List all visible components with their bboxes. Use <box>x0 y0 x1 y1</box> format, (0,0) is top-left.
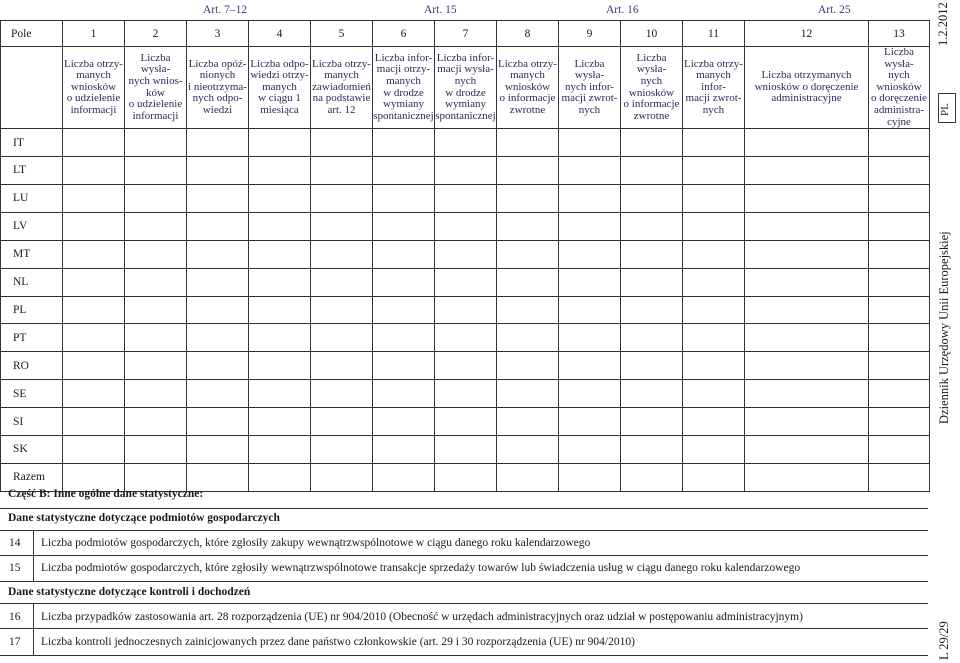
data-cell <box>869 463 930 491</box>
data-cell <box>497 184 559 212</box>
column-header: Liczba wysła- nych wniosków o informacje zwrotne <box>621 47 683 129</box>
data-cell <box>621 352 683 380</box>
divider <box>0 581 928 582</box>
data-cell <box>621 380 683 408</box>
country-code: PT <box>1 324 63 352</box>
data-cell <box>559 296 621 324</box>
data-cell <box>249 240 311 268</box>
data-cell <box>435 380 497 408</box>
data-cell <box>311 212 373 240</box>
data-cell <box>125 184 187 212</box>
data-cell <box>63 324 125 352</box>
data-cell <box>869 296 930 324</box>
data-cell <box>125 352 187 380</box>
data-cell <box>559 157 621 185</box>
data-cell <box>311 157 373 185</box>
column-header: Liczba wysła- nych wniosków o doręczenie administra- cyjne <box>869 47 930 129</box>
data-cell <box>187 129 249 157</box>
data-cell <box>373 212 435 240</box>
data-cell <box>249 380 311 408</box>
item-text: Liczba kontroli jednoczesnych zainicjowanych przez dane państwo członkowskie (art. 29 i 30 rozporządzenia (UE) nr 904/2010) <box>41 636 635 648</box>
data-cell <box>869 435 930 463</box>
data-cell <box>621 157 683 185</box>
column-number: 7 <box>435 21 497 47</box>
data-cell <box>745 380 869 408</box>
data-cell <box>435 435 497 463</box>
data-cell <box>311 380 373 408</box>
data-cell <box>745 324 869 352</box>
data-cell <box>869 240 930 268</box>
data-cell <box>745 240 869 268</box>
data-cell <box>559 352 621 380</box>
data-cell <box>621 324 683 352</box>
column-header: Liczba otrzymanych wniosków o doręczenie administracyjne <box>745 47 869 129</box>
data-cell <box>311 268 373 296</box>
data-cell <box>187 408 249 436</box>
data-cell <box>683 463 745 491</box>
column-header: Liczba wysła- nych wnios- ków o udzielenie informacji <box>125 47 187 129</box>
data-cell <box>683 212 745 240</box>
data-cell <box>683 352 745 380</box>
data-cell <box>621 408 683 436</box>
data-cell <box>683 296 745 324</box>
data-cell <box>435 352 497 380</box>
country-code: LV <box>1 212 63 240</box>
data-cell <box>869 380 930 408</box>
data-cell <box>869 324 930 352</box>
data-cell <box>559 240 621 268</box>
item-text: Liczba podmiotów gospodarczych, które zgłosiły zakupy wewnątrzwspólnotowe w ciągu danego roku kalendarzowego <box>41 537 591 549</box>
data-cell <box>683 408 745 436</box>
data-cell <box>497 324 559 352</box>
table-row <box>1 268 930 296</box>
data-cell <box>63 296 125 324</box>
data-cell <box>249 408 311 436</box>
data-cell <box>249 268 311 296</box>
data-cell <box>249 184 311 212</box>
data-cell <box>187 157 249 185</box>
data-cell <box>311 463 373 491</box>
journal-title: Dziennik Urzędowy Unii Europejskiej <box>937 231 951 424</box>
data-cell <box>187 240 249 268</box>
column-header: Liczba otrzy- manych wniosków o informacje zwrotne <box>497 47 559 129</box>
data-cell <box>621 240 683 268</box>
data-cell <box>745 184 869 212</box>
data-cell <box>187 324 249 352</box>
data-cell <box>435 212 497 240</box>
data-cell <box>869 268 930 296</box>
language-code: PL <box>939 103 951 116</box>
data-cell <box>373 324 435 352</box>
data-cell <box>869 352 930 380</box>
data-cell <box>311 324 373 352</box>
data-cell <box>63 435 125 463</box>
divider <box>0 603 928 604</box>
data-cell <box>559 268 621 296</box>
country-code: IT <box>1 129 63 157</box>
data-cell <box>63 268 125 296</box>
data-cell <box>187 352 249 380</box>
country-code: SE <box>1 380 63 408</box>
data-cell <box>497 212 559 240</box>
data-cell <box>869 129 930 157</box>
item-number: 17 <box>9 636 21 648</box>
data-cell <box>373 157 435 185</box>
data-cell <box>373 408 435 436</box>
data-cell <box>745 435 869 463</box>
data-cell <box>63 240 125 268</box>
data-cell <box>559 435 621 463</box>
data-cell <box>559 184 621 212</box>
country-code: PL <box>1 296 63 324</box>
item-number: 16 <box>9 611 21 623</box>
data-cell <box>125 380 187 408</box>
table-row <box>1 157 930 185</box>
table-row <box>1 352 930 380</box>
data-cell <box>497 157 559 185</box>
data-cell <box>683 268 745 296</box>
data-cell <box>621 184 683 212</box>
column-number: 8 <box>497 21 559 47</box>
data-cell <box>497 296 559 324</box>
data-cell <box>63 212 125 240</box>
page-margin <box>930 0 960 663</box>
data-cell <box>63 157 125 185</box>
data-cell <box>125 324 187 352</box>
column-header-row <box>1 47 930 129</box>
data-cell <box>559 212 621 240</box>
divider <box>0 555 928 556</box>
data-cell <box>311 184 373 212</box>
column-header: Liczba otrzy- manych infor- macji zwrot- nych <box>683 47 745 129</box>
data-cell <box>621 435 683 463</box>
data-cell <box>683 240 745 268</box>
divider <box>0 508 928 509</box>
divider <box>33 530 34 581</box>
empty-corner-cell <box>1 47 63 129</box>
data-cell <box>373 129 435 157</box>
data-cell <box>621 129 683 157</box>
data-cell <box>373 435 435 463</box>
pole-label: Pole <box>1 21 63 47</box>
data-cell <box>497 435 559 463</box>
data-cell <box>125 296 187 324</box>
data-cell <box>125 408 187 436</box>
data-cell <box>187 184 249 212</box>
data-cell <box>63 184 125 212</box>
data-cell <box>311 129 373 157</box>
data-cell <box>683 157 745 185</box>
data-cell <box>187 435 249 463</box>
data-cell <box>497 268 559 296</box>
data-cell <box>869 157 930 185</box>
country-code: LT <box>1 157 63 185</box>
data-cell <box>683 184 745 212</box>
column-number: 4 <box>249 21 311 47</box>
article-label: Art. 15 <box>424 4 457 16</box>
data-cell <box>125 157 187 185</box>
publication-date: 1.2.2012 <box>936 2 950 46</box>
data-cell <box>435 324 497 352</box>
article-label: Art. 25 <box>818 4 851 16</box>
data-cell <box>745 296 869 324</box>
table-row <box>1 240 930 268</box>
data-cell <box>249 435 311 463</box>
country-code: Razem <box>1 463 63 491</box>
divider <box>0 655 928 656</box>
data-cell <box>373 296 435 324</box>
data-cell <box>559 380 621 408</box>
item-text: Liczba przypadków zastosowania art. 28 rozporządzenia (UE) nr 904/2010 (Obecność w urzędach administracyjnych oraz udział w postępowaniu administracyjnym) <box>41 611 803 623</box>
data-cell <box>435 240 497 268</box>
country-code: MT <box>1 240 63 268</box>
column-number: 10 <box>621 21 683 47</box>
data-cell <box>249 157 311 185</box>
data-cell <box>869 408 930 436</box>
data-cell <box>869 184 930 212</box>
page-reference: L 29/29 <box>937 621 951 660</box>
data-cell <box>125 212 187 240</box>
data-cell <box>435 408 497 436</box>
table-row <box>1 129 930 157</box>
data-cell <box>187 380 249 408</box>
data-cell <box>311 296 373 324</box>
data-cell <box>249 324 311 352</box>
column-header: Liczba opóź- nionych i nieotrzyma- nych odpo- wiedzi <box>187 47 249 129</box>
data-cell <box>745 268 869 296</box>
data-cell <box>435 268 497 296</box>
data-cell <box>559 129 621 157</box>
data-cell <box>683 435 745 463</box>
data-cell <box>249 352 311 380</box>
column-number: 9 <box>559 21 621 47</box>
data-cell <box>187 268 249 296</box>
data-cell <box>435 157 497 185</box>
data-cell <box>497 408 559 436</box>
table-row <box>1 212 930 240</box>
data-cell <box>187 296 249 324</box>
data-cell <box>63 380 125 408</box>
data-cell <box>373 184 435 212</box>
table-row <box>1 435 930 463</box>
data-cell <box>125 268 187 296</box>
data-cell <box>373 463 435 491</box>
data-cell <box>311 408 373 436</box>
data-cell <box>63 408 125 436</box>
data-cell <box>745 157 869 185</box>
data-cell <box>559 408 621 436</box>
data-cell <box>497 240 559 268</box>
item-number: 14 <box>9 537 21 549</box>
table-row <box>1 184 930 212</box>
data-cell <box>621 212 683 240</box>
column-number: 3 <box>187 21 249 47</box>
language-box <box>938 93 956 123</box>
column-header: Liczba odpo- wiedzi otrzy- manych w ciągu 1 miesiąca <box>249 47 311 129</box>
column-number-row <box>1 21 930 47</box>
country-code: NL <box>1 268 63 296</box>
column-number: 11 <box>683 21 745 47</box>
data-cell <box>621 268 683 296</box>
data-cell <box>63 352 125 380</box>
data-cell <box>559 324 621 352</box>
data-cell <box>63 129 125 157</box>
column-number: 6 <box>373 21 435 47</box>
section-title: Dane statystyczne dotyczące podmiotów gospodarczych <box>8 512 280 524</box>
data-cell <box>187 212 249 240</box>
column-number: 2 <box>125 21 187 47</box>
data-cell <box>311 240 373 268</box>
part-b-title: Część B: Inne ogólne dane statystyczne: <box>8 488 204 500</box>
column-header: Liczba wysła- nych infor- macji zwrot- nych <box>559 47 621 129</box>
country-code: LU <box>1 184 63 212</box>
divider <box>33 603 34 655</box>
data-cell <box>745 212 869 240</box>
data-cell <box>497 380 559 408</box>
item-number: 15 <box>9 562 21 574</box>
data-cell <box>621 463 683 491</box>
table-row <box>1 408 930 436</box>
article-label: Art. 7–12 <box>203 4 248 16</box>
column-header: Liczba otrzy- manych zawiadomień na podstawie art. 12 <box>311 47 373 129</box>
divider <box>0 628 928 629</box>
data-cell <box>125 240 187 268</box>
country-code: SI <box>1 408 63 436</box>
data-cell <box>249 212 311 240</box>
table-row <box>1 380 930 408</box>
column-header: Liczba otrzy- manych wniosków o udzielenie informacji <box>63 47 125 129</box>
data-cell <box>745 129 869 157</box>
data-cell <box>745 408 869 436</box>
data-cell <box>125 435 187 463</box>
country-code: RO <box>1 352 63 380</box>
data-cell <box>497 352 559 380</box>
data-cell <box>373 268 435 296</box>
data-cell <box>683 324 745 352</box>
data-cell <box>311 435 373 463</box>
column-number: 1 <box>63 21 125 47</box>
table-row <box>1 324 930 352</box>
data-cell <box>497 463 559 491</box>
data-cell <box>745 352 869 380</box>
data-cell <box>373 240 435 268</box>
column-header: Liczba infor- macji wysła- nych w drodze wymiany spontanicznej <box>435 47 497 129</box>
data-cell <box>869 212 930 240</box>
data-cell <box>559 463 621 491</box>
data-cell <box>373 380 435 408</box>
data-cell <box>621 296 683 324</box>
data-cell <box>249 129 311 157</box>
data-cell <box>745 463 869 491</box>
table-row <box>1 296 930 324</box>
column-number: 5 <box>311 21 373 47</box>
data-cell <box>373 352 435 380</box>
column-header: Liczba infor- macji otrzy- manych w drodze wymiany spontanicznej <box>373 47 435 129</box>
article-header-row <box>0 0 928 20</box>
data-cell <box>249 296 311 324</box>
data-cell <box>435 463 497 491</box>
data-cell <box>435 129 497 157</box>
data-cell <box>435 296 497 324</box>
statistics-table <box>0 20 930 492</box>
column-number: 12 <box>745 21 869 47</box>
divider <box>0 530 928 531</box>
data-cell <box>683 380 745 408</box>
data-cell <box>683 129 745 157</box>
data-cell <box>435 184 497 212</box>
column-number: 13 <box>869 21 930 47</box>
country-code: SK <box>1 435 63 463</box>
item-text: Liczba podmiotów gospodarczych, które zgłosiły wewnątrzwspólnotowe transakcje sprzedaży towarów lub świadczenia usług w ciągu danego roku kalendarzowego <box>41 562 801 574</box>
section-title: Dane statystyczne dotyczące kontroli i dochodzeń <box>8 586 251 598</box>
data-cell <box>497 129 559 157</box>
data-cell <box>311 352 373 380</box>
data-cell <box>125 129 187 157</box>
data-cell <box>249 463 311 491</box>
article-label: Art. 16 <box>606 4 639 16</box>
